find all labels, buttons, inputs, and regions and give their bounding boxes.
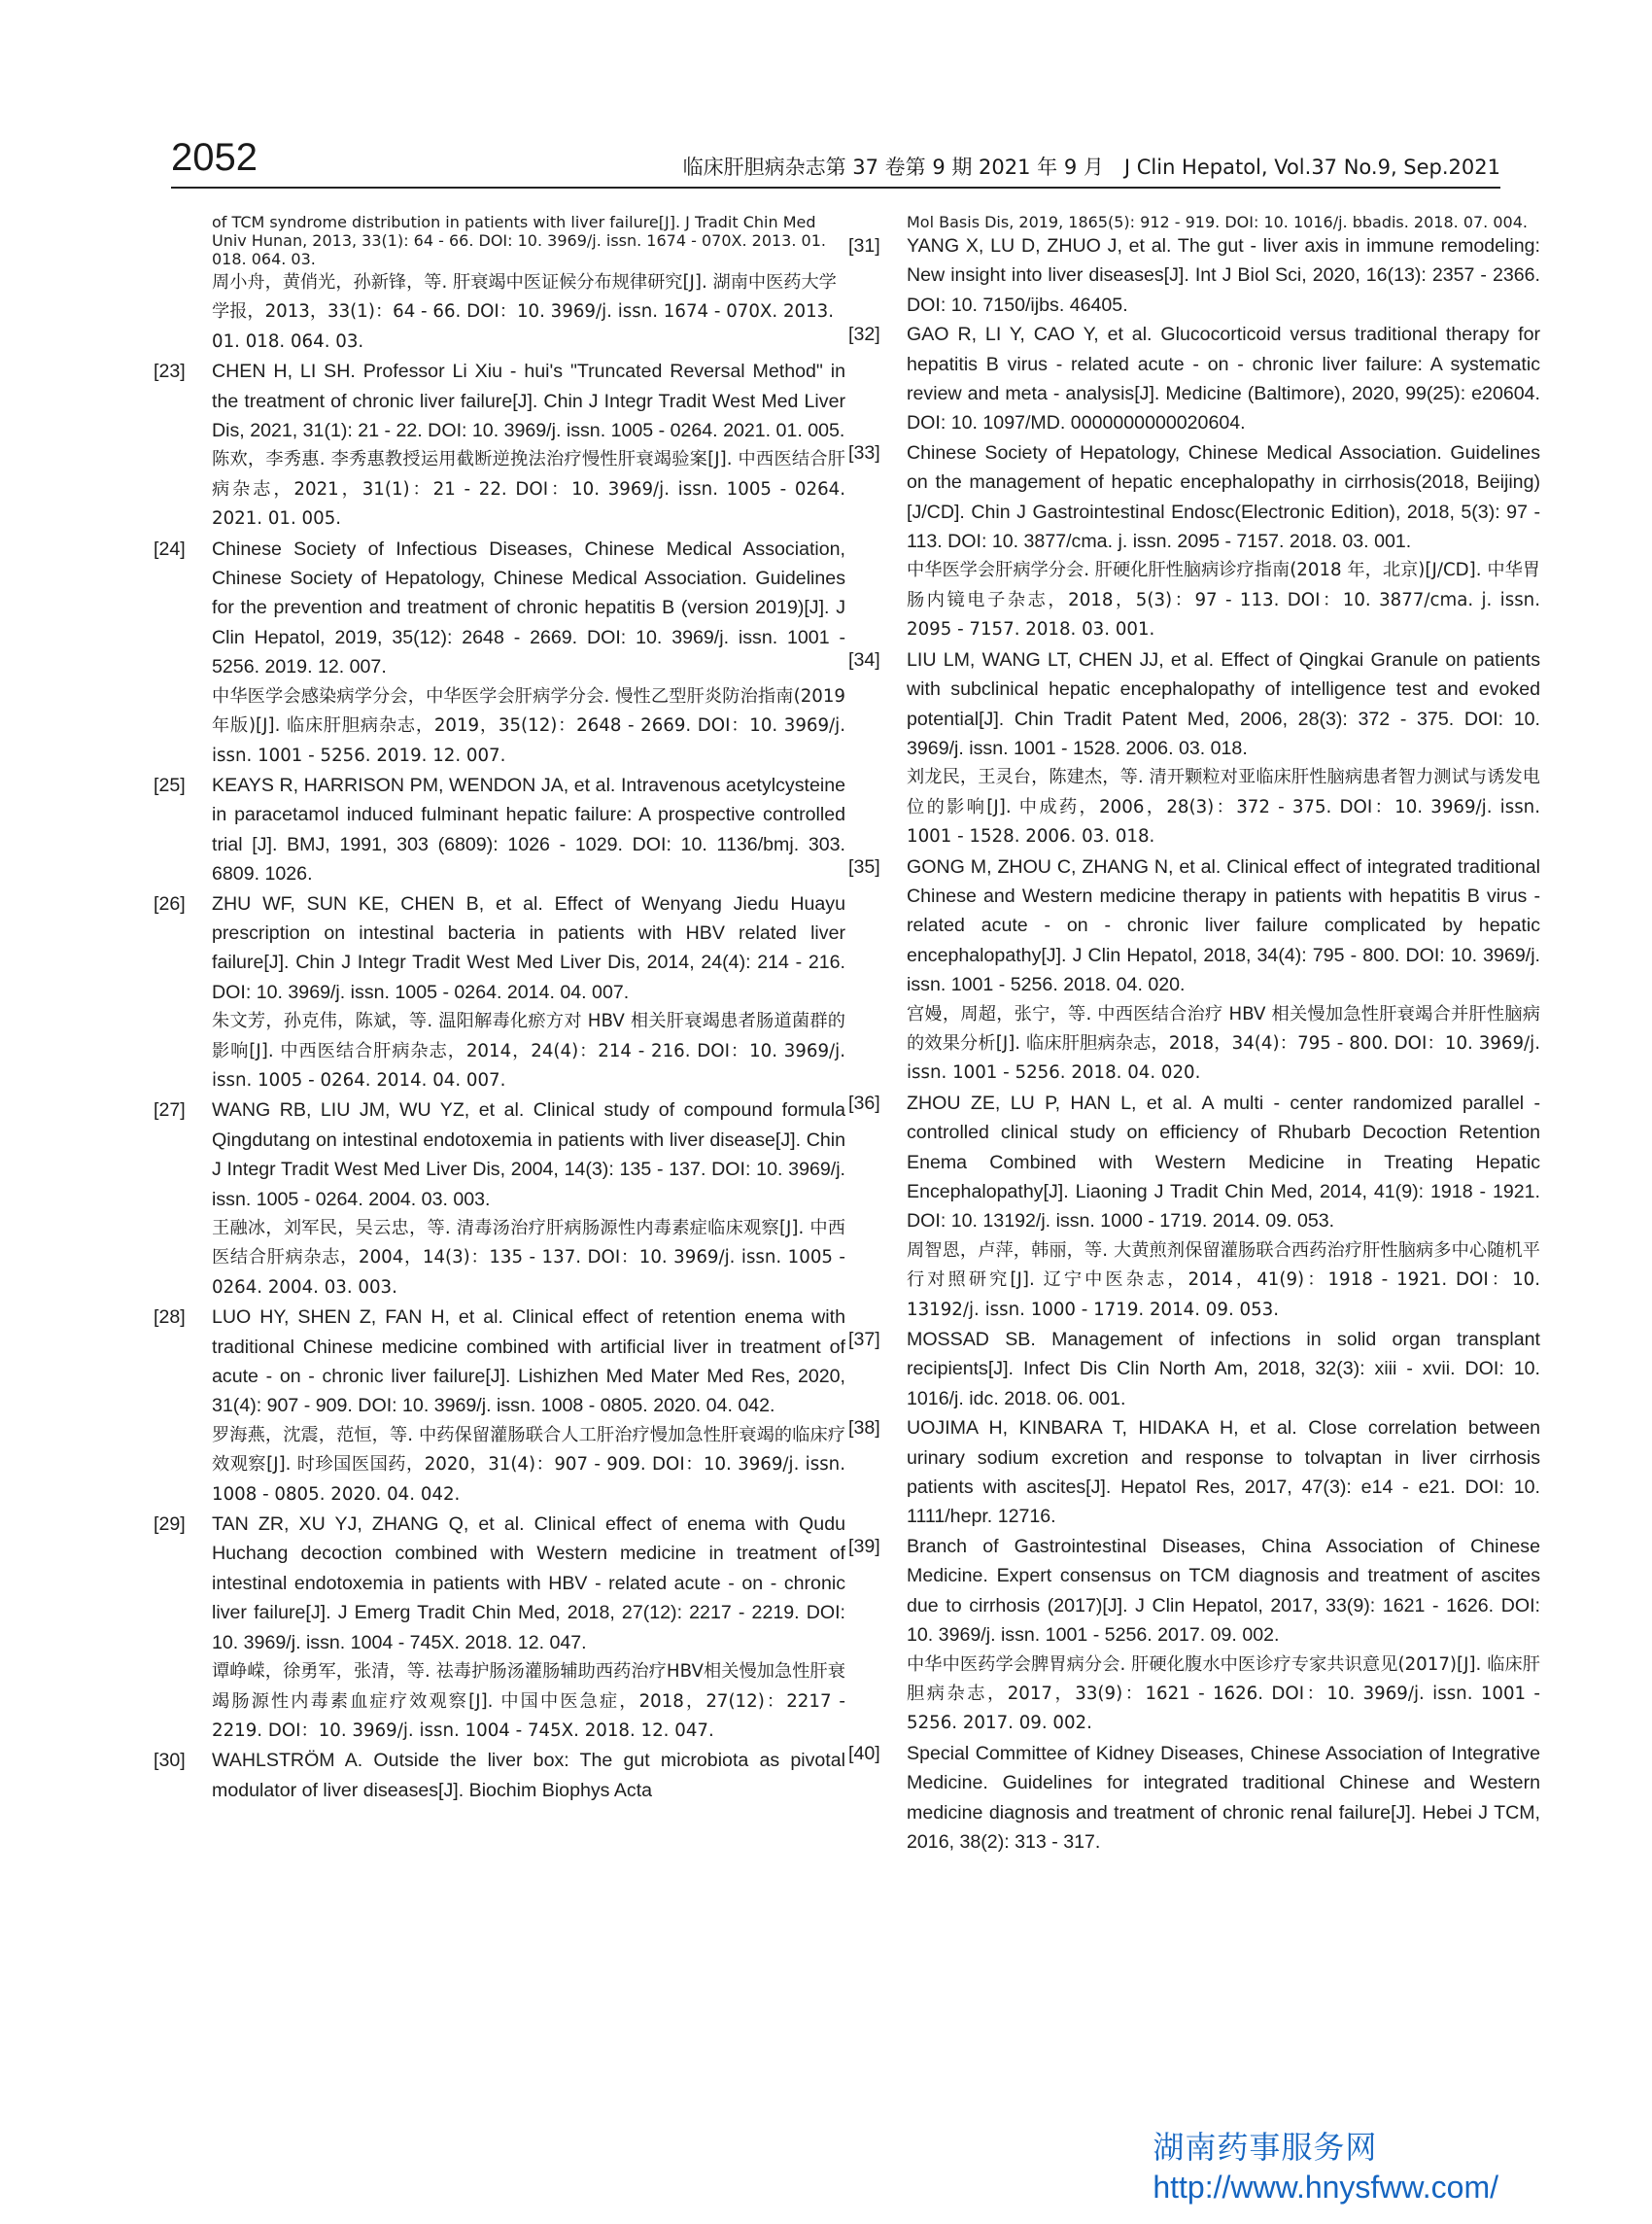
- reference-number: [25]: [154, 774, 186, 796]
- reference-item: [154, 1510, 845, 1746]
- journal-running-head: 临床肝胆病杂志第 37 卷第 9 期 2021 年 9 月 J Clin Hepatol, Vol.37 No.9, Sep.2021: [682, 156, 1500, 179]
- reference-number: [26]: [154, 892, 186, 915]
- reference-text-chinese: 宫嫚，周超，张宁，等. 中西医结合治疗 HBV 相关慢加急性肝衰竭合并肝性脑病的效果分析[J]. 临床肝胆病杂志，2018，34(4)：795 - 800. DOI：10. 3969/j. issn. 1001 - 5256. 2018. 04. 020.: [907, 1003, 1540, 1084]
- reference-number: [32]: [848, 324, 880, 346]
- page-number: 2052: [171, 136, 258, 179]
- reference-item: [154, 889, 845, 1096]
- reference-item: [848, 1532, 1540, 1739]
- reference-number: [23]: [154, 361, 186, 383]
- reference-text: MOSSAD SB. Management of infections in solid organ transplant recipients[J]. Infect Dis Clin North Am, 2018, 32(3): xiii - xvii. DOI: 10. 1016/j. idc. 2018. 06. 001.: [907, 1329, 1540, 1409]
- reference-number: [36]: [848, 1092, 880, 1114]
- reference-text: YANG X, LU D, ZHUO J, et al. The gut - liver axis in immune remodeling: New insight into liver diseases[J]. Int J Biol Sci, 2020, 16(13): 2357 - 2366. DOI: 10. 7150/ijbs. 46405.: [907, 235, 1540, 316]
- reference-number: [40]: [848, 1742, 880, 1764]
- reference-item: [848, 320, 1540, 438]
- reference-text-chinese: 周智恩，卢萍，韩丽，等. 大黄煎剂保留灌肠联合西药治疗肝性脑病多中心随机平行对照研究[J]. 辽宁中医杂志，2014，41(9)：1918 - 1921. DOI：10. 13192/j. issn. 1000 - 1719. 2014. 09. 053.: [907, 1239, 1540, 1320]
- reference-text: WANG RB, LIU JM, WU YZ, et al. Clinical study of compound formula Qingdutang on intestinal endotoxemia in patients with liver disease[J]. Chin J Integr Tradit West Med Liver Dis, 2004, 14(3): 135 - 137. DOI: 10. 3969/j. issn. 1005 - 0264. 2004. 03. 003.: [212, 1099, 845, 1210]
- reference-number: [31]: [848, 235, 880, 257]
- reference-text-chinese: 罗海燕，沈震，范恒，等. 中药保留灌肠联合人工肝治疗慢加急性肝衰竭的临床疗效观察[J]. 时珍国医国药，2020，31(4)：907 - 909. DOI：10. 3969/j. issn. 1008 - 0805. 2020. 04. 042.: [212, 1424, 845, 1505]
- reference-text: LUO HY, SHEN Z, FAN H, et al. Clinical effect of retention enema with traditional Chinese medicine combined with artificial liver in treatment of acute - on - chronic liver failure[J]. Lishizhen Med Mater Med Res, 2020, 31(4): 907 - 909. DOI: 10. 3969/j. issn. 1008 - 0805. 2020. 04. 042.: [212, 1306, 845, 1417]
- reference-continuation: [848, 213, 1540, 231]
- reference-number: [27]: [154, 1099, 186, 1122]
- reference-text: LIU LM, WANG LT, CHEN JJ, et al. Effect of Qingkai Granule on patients with subclinical hepatic encephalopathy of intelligence test and evoked potential[J]. Chin Tradit Patent Med, 2006, 28(3): 372 - 375. DOI: 10. 3969/j. issn. 1001 - 1528. 2006. 03. 018.: [907, 648, 1540, 759]
- reference-text: WAHLSTRÖM A. Outside the liver box: The gut microbiota as pivotal modulator of liver diseases[J]. Biochim Biophys Acta: [212, 1750, 845, 1801]
- reference-number: [30]: [154, 1750, 186, 1772]
- reference-text: Special Committee of Kidney Diseases, Chinese Association of Integrative Medicine. Guidelines for integrated traditional Chinese and Western medicine diagnosis and treatment of chronic renal failure[J]. Hebei J TCM, 2016, 38(2): 313 - 317.: [907, 1742, 1540, 1853]
- reference-number: [35]: [848, 855, 880, 878]
- watermark-site-name: 湖南药事服务网: [1153, 2129, 1378, 2166]
- reference-text-chinese: 中华医学会感染病学分会，中华医学会肝病学分会. 慢性乙型肝炎防治指南(2019 年版)[J]. 临床肝胆病杂志，2019，35(12)：2648 - 2669. DOI：10. 3969/j. issn. 1001 - 5256. 2019. 12. 007.: [212, 685, 845, 766]
- reference-text-chinese: 中华中医药学会脾胃病分会. 肝硬化腹水中医诊疗专家共识意见(2017)[J]. 临床肝胆病杂志，2017，33(9)：1621 - 1626. DOI：10. 3969/j. issn. 1001 - 5256. 2017. 09. 002.: [907, 1653, 1540, 1734]
- reference-text: ZHOU ZE, LU P, HAN L, et al. A multi - center randomized parallel - controlled clinical study on efficiency of Rhubarb Decoction Retention Enema Combined with Western Medicine in Treating Hepatic Encephalopathy[J]. Liaoning J Tradit Chin Med, 2014, 41(9): 1918 - 1921. DOI: 10. 13192/j. issn. 1000 - 1719. 2014. 09. 053.: [907, 1092, 1540, 1233]
- reference-item: [154, 1746, 845, 1805]
- reference-text: Chinese Society of Infectious Diseases, Chinese Medical Association, Chinese Society of Hepatology, Chinese Medical Association. Guidelines for the prevention and treatment of chronic hepatitis B (version 2019)[J]. J Clin Hepatol, 2019, 35(12): 2648 - 2669. DOI: 10. 3969/j. issn. 1001 - 5256. 2019. 12. 007.: [212, 538, 845, 678]
- reference-number: [24]: [154, 538, 186, 560]
- reference-continuation: [154, 213, 845, 357]
- reference-item: [848, 645, 1540, 852]
- reference-item: [848, 1413, 1540, 1532]
- reference-text-chinese: 刘龙民，王灵台，陈建杰，等. 清开颗粒对亚临床肝性脑病患者智力测试与诱发电位的影响[J]. 中成药，2006，28(3)：372 - 375. DOI：10. 3969/j. issn. 1001 - 1528. 2006. 03. 018.: [907, 767, 1540, 848]
- site-watermark: [1153, 2127, 1498, 2207]
- reference-text: ZHU WF, SUN KE, CHEN B, et al. Effect of Wenyang Jiedu Huayu prescription on intestinal bacteria in patients with HBV related liver failure[J]. Chin J Integr Tradit West Med Liver Dis, 2014, 24(4): 214 - 216. DOI: 10. 3969/j. issn. 1005 - 0264. 2014. 04. 007.: [212, 892, 845, 1003]
- reference-number: [37]: [848, 1329, 880, 1351]
- reference-text-chinese: 周小舟，黄俏光，孙新锋，等. 肝衰竭中医证候分布规律研究[J]. 湖南中医药大学学报，2013，33(1)：64 - 66. DOI：10. 3969/j. issn. 1674 - 070X. 2013. 01. 018. 064. 03.: [212, 272, 837, 352]
- reference-column-left: [154, 213, 845, 1805]
- reference-item: [154, 1095, 845, 1303]
- reference-text: Mol Basis Dis, 2019, 1865(5): 912 - 919. DOI: 10. 1016/j. bbadis. 2018. 07. 004.: [907, 213, 1528, 231]
- reference-number: [29]: [154, 1513, 186, 1536]
- reference-text-chinese: 中华医学会肝病学分会. 肝硬化肝性脑病诊疗指南(2018 年，北京)[J/CD]. 中华胃肠内镜电子杂志，2018，5(3)：97 - 113. DOI：10. 3877/cma. j. issn. 2095 - 7157. 2018. 03. 001.: [907, 560, 1540, 641]
- reference-text: CHEN H, LI SH. Professor Li Xiu - hui's "Truncated Reversal Method" in the treatment of chronic liver failure[J]. Chin J Integr Tradit West Med Liver Dis, 2021, 31(1): 21 - 22. DOI: 10. 3969/j. issn. 1005 - 0264. 2021. 01. 005.: [212, 361, 845, 442]
- reference-number: [28]: [154, 1306, 186, 1329]
- reference-text-chinese: 谭峥嵘，徐勇军，张清，等. 祛毒护肠汤灌肠辅助西药治疗HBV相关慢加急性肝衰竭肠源性内毒素血症疗效观察[J]. 中国中医急症，2018，27(12)：2217 - 2219. DOI：10. 3969/j. issn. 1004 - 745X. 2018. 12. 047.: [212, 1661, 845, 1741]
- reference-item: [848, 231, 1540, 320]
- running-header: [171, 134, 1500, 189]
- reference-text: TAN ZR, XU YJ, ZHANG Q, et al. Clinical effect of enema with Qudu Huchang decoction combined with Western medicine in treatment of intestinal endotoxemia in patients with HBV - related acute - on - chronic liver failure[J]. J Emerg Tradit Chin Med, 2018, 27(12): 2217 - 2219. DOI: 10. 3969/j. issn. 1004 - 745X. 2018. 12. 047.: [212, 1513, 845, 1653]
- reference-item: [154, 1303, 845, 1510]
- reference-item: [154, 771, 845, 889]
- reference-text: GONG M, ZHOU C, ZHANG N, et al. Clinical effect of integrated traditional Chinese and Western medicine therapy in patients with hepatitis B virus - related acute - on - chronic liver failure complicated by hepatic encephalopathy[J]. J Clin Hepatol, 2018, 34(4): 795 - 800. DOI: 10. 3969/j. issn. 1001 - 5256. 2018. 04. 020.: [907, 855, 1540, 996]
- reference-item: [154, 535, 845, 771]
- reference-number: [33]: [848, 441, 880, 464]
- watermark-url[interactable]: http://www.hnysfww.com/: [1153, 2170, 1498, 2205]
- reference-text: GAO R, LI Y, CAO Y, et al. Glucocorticoid versus traditional therapy for hepatitis B virus - related acute - on - chronic liver failure: A systematic review and meta - analysis[J]. Medicine (Baltimore), 2020, 99(25): e20604. DOI: 10. 1097/MD. 0000000000020604.: [907, 324, 1540, 434]
- reference-item: [848, 438, 1540, 645]
- reference-item: [154, 357, 845, 534]
- reference-text: of TCM syndrome distribution in patients with liver failure[J]. J Tradit Chin Med Univ Hunan, 2013, 33(1): 64 - 66. DOI: 10. 3969/j. issn. 1674 - 070X. 2013. 01. 018. 064. 03.: [212, 213, 826, 268]
- reference-number: [34]: [848, 648, 880, 671]
- reference-text-chinese: 陈欢，李秀惠. 李秀惠教授运用截断逆挽法治疗慢性肝衰竭验案[J]. 中西医结合肝病杂志，2021，31(1)：21 - 22. DOI：10. 3969/j. issn. 1005 - 0264. 2021. 01. 005.: [212, 449, 845, 530]
- reference-text: Branch of Gastrointestinal Diseases, China Association of Chinese Medicine. Expert consensus on TCM diagnosis and treatment of ascites due to cirrhosis (2017)[J]. J Clin Hepatol, 2017, 33(9): 1621 - 1626. DOI: 10. 3969/j. issn. 1001 - 5256. 2017. 09. 002.: [907, 1535, 1540, 1647]
- reference-item: [848, 852, 1540, 1089]
- reference-number: [39]: [848, 1535, 880, 1557]
- reference-number: [38]: [848, 1417, 880, 1440]
- reference-text: Chinese Society of Hepatology, Chinese Medical Association. Guidelines on the management of hepatic encephalopathy in cirrhosis(2018, Beijing)[J/CD]. Chin J Gastrointestinal Endosc(Electronic Edition), 2018, 5(3): 97 - 113. DOI: 10. 3877/cma. j. issn. 2095 - 7157. 2018. 03. 001.: [907, 441, 1540, 553]
- reference-item: [848, 1739, 1540, 1858]
- reference-text-chinese: 朱文芳，孙克伟，陈斌，等. 温阳解毒化瘀方对 HBV 相关肝衰竭患者肠道菌群的影响[J]. 中西医结合肝病杂志，2014，24(4)：214 - 216. DOI：10. 3969/j. issn. 1005 - 0264. 2014. 04. 007.: [212, 1011, 845, 1091]
- reference-text: KEAYS R, HARRISON PM, WENDON JA, et al. Intravenous acetylcysteine in paracetamol induced fulminant hepatic failure: A prospective controlled trial [J]. BMJ, 1991, 303 (6809): 1026 - 1029. DOI: 10. 1136/bmj. 303. 6809. 1026.: [212, 774, 845, 886]
- reference-item: [848, 1089, 1540, 1325]
- reference-item: [848, 1325, 1540, 1413]
- reference-column-right: [848, 213, 1540, 1857]
- reference-text-chinese: 王融冰，刘军民，吴云忠，等. 清毒汤治疗肝病肠源性内毒素症临床观察[J]. 中西医结合肝病杂志，2004，14(3)：135 - 137. DOI：10. 3969/j. issn. 1005 - 0264. 2004. 03. 003.: [212, 1218, 845, 1298]
- reference-text: UOJIMA H, KINBARA T, HIDAKA H, et al. Close correlation between urinary sodium excretion and response to tolvaptan in liver cirrhosis patients with ascites[J]. Hepatol Res, 2017, 47(3): e14 - e21. DOI: 10. 1111/hepr. 12716.: [907, 1417, 1540, 1528]
